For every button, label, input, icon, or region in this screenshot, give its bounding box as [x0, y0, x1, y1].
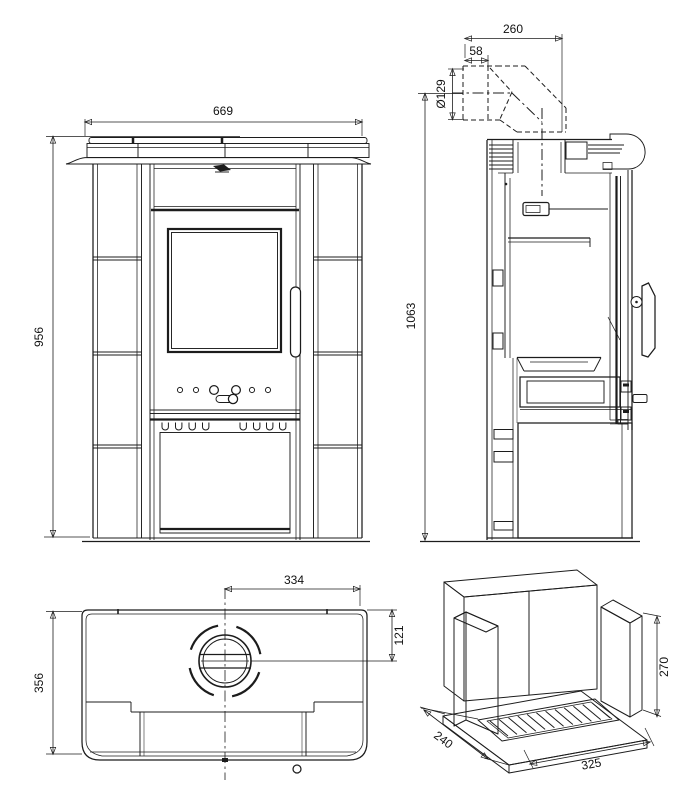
dim-front-width	[85, 104, 362, 136]
dim-flue-offset	[465, 22, 562, 132]
side-door-handle[interactable]	[642, 283, 655, 357]
vent-slots	[162, 423, 286, 431]
side-section-view	[404, 22, 655, 542]
fire-door[interactable]	[151, 207, 301, 358]
vent-band	[150, 410, 300, 430]
ash-drawer-handle[interactable]	[633, 395, 647, 403]
dim-centre-to-side	[225, 573, 360, 606]
tile-column-left	[93, 164, 142, 538]
dim-flue-centre	[251, 610, 406, 661]
air-controls[interactable]	[177, 386, 270, 404]
stove-mantel	[66, 138, 371, 165]
dim-flue-offset-label: 260	[502, 22, 524, 36]
dim-flue-centre-label: 121	[392, 625, 406, 646]
dim-flue-height-label: 1063	[404, 302, 418, 330]
side-top-slab	[487, 134, 645, 173]
dim-flue-rear-offset	[465, 44, 488, 66]
centerline-mark	[222, 758, 228, 762]
dim-firebox-depth-label: 240	[431, 728, 456, 752]
side-body	[420, 140, 647, 542]
dim-firebox-width-label: 325	[580, 755, 603, 773]
top-outline	[82, 609, 367, 760]
side-door	[603, 163, 655, 431]
dim-firebox-height	[643, 613, 671, 717]
firebox-back-wall	[444, 570, 597, 701]
dim-flue-height	[404, 94, 463, 541]
firebox-grate	[478, 699, 619, 741]
insulation-hatch	[566, 142, 587, 159]
dim-centre-to-side-label: 334	[283, 573, 305, 587]
door-handle[interactable]	[291, 287, 301, 357]
dim-depth-label: 356	[32, 672, 46, 694]
firebox-isometric-view	[420, 570, 671, 773]
tile-column-right	[314, 164, 363, 538]
dim-flue-rear-offset-label: 58	[469, 44, 483, 58]
dim-flue-diameter	[434, 69, 464, 120]
baffle-control	[523, 203, 549, 216]
front-view	[32, 104, 371, 542]
flue-pipe-dashed	[463, 66, 566, 132]
dim-front-height-label: 956	[32, 326, 46, 348]
front-base	[82, 538, 370, 542]
door-window	[168, 229, 281, 352]
top-view	[32, 573, 406, 780]
air-slider-knob[interactable]	[228, 394, 237, 403]
grate-ribs	[490, 703, 610, 736]
dim-firebox-height-label: 270	[657, 656, 671, 678]
floor-anchor-hole	[293, 765, 301, 773]
firebox-base	[443, 691, 647, 773]
lower-panel	[160, 433, 290, 534]
dim-front-width-label: 669	[212, 104, 234, 118]
dim-depth	[32, 612, 82, 755]
firebox-right-panel	[601, 600, 642, 717]
dim-flue-diameter-label: Ø129	[434, 79, 448, 109]
